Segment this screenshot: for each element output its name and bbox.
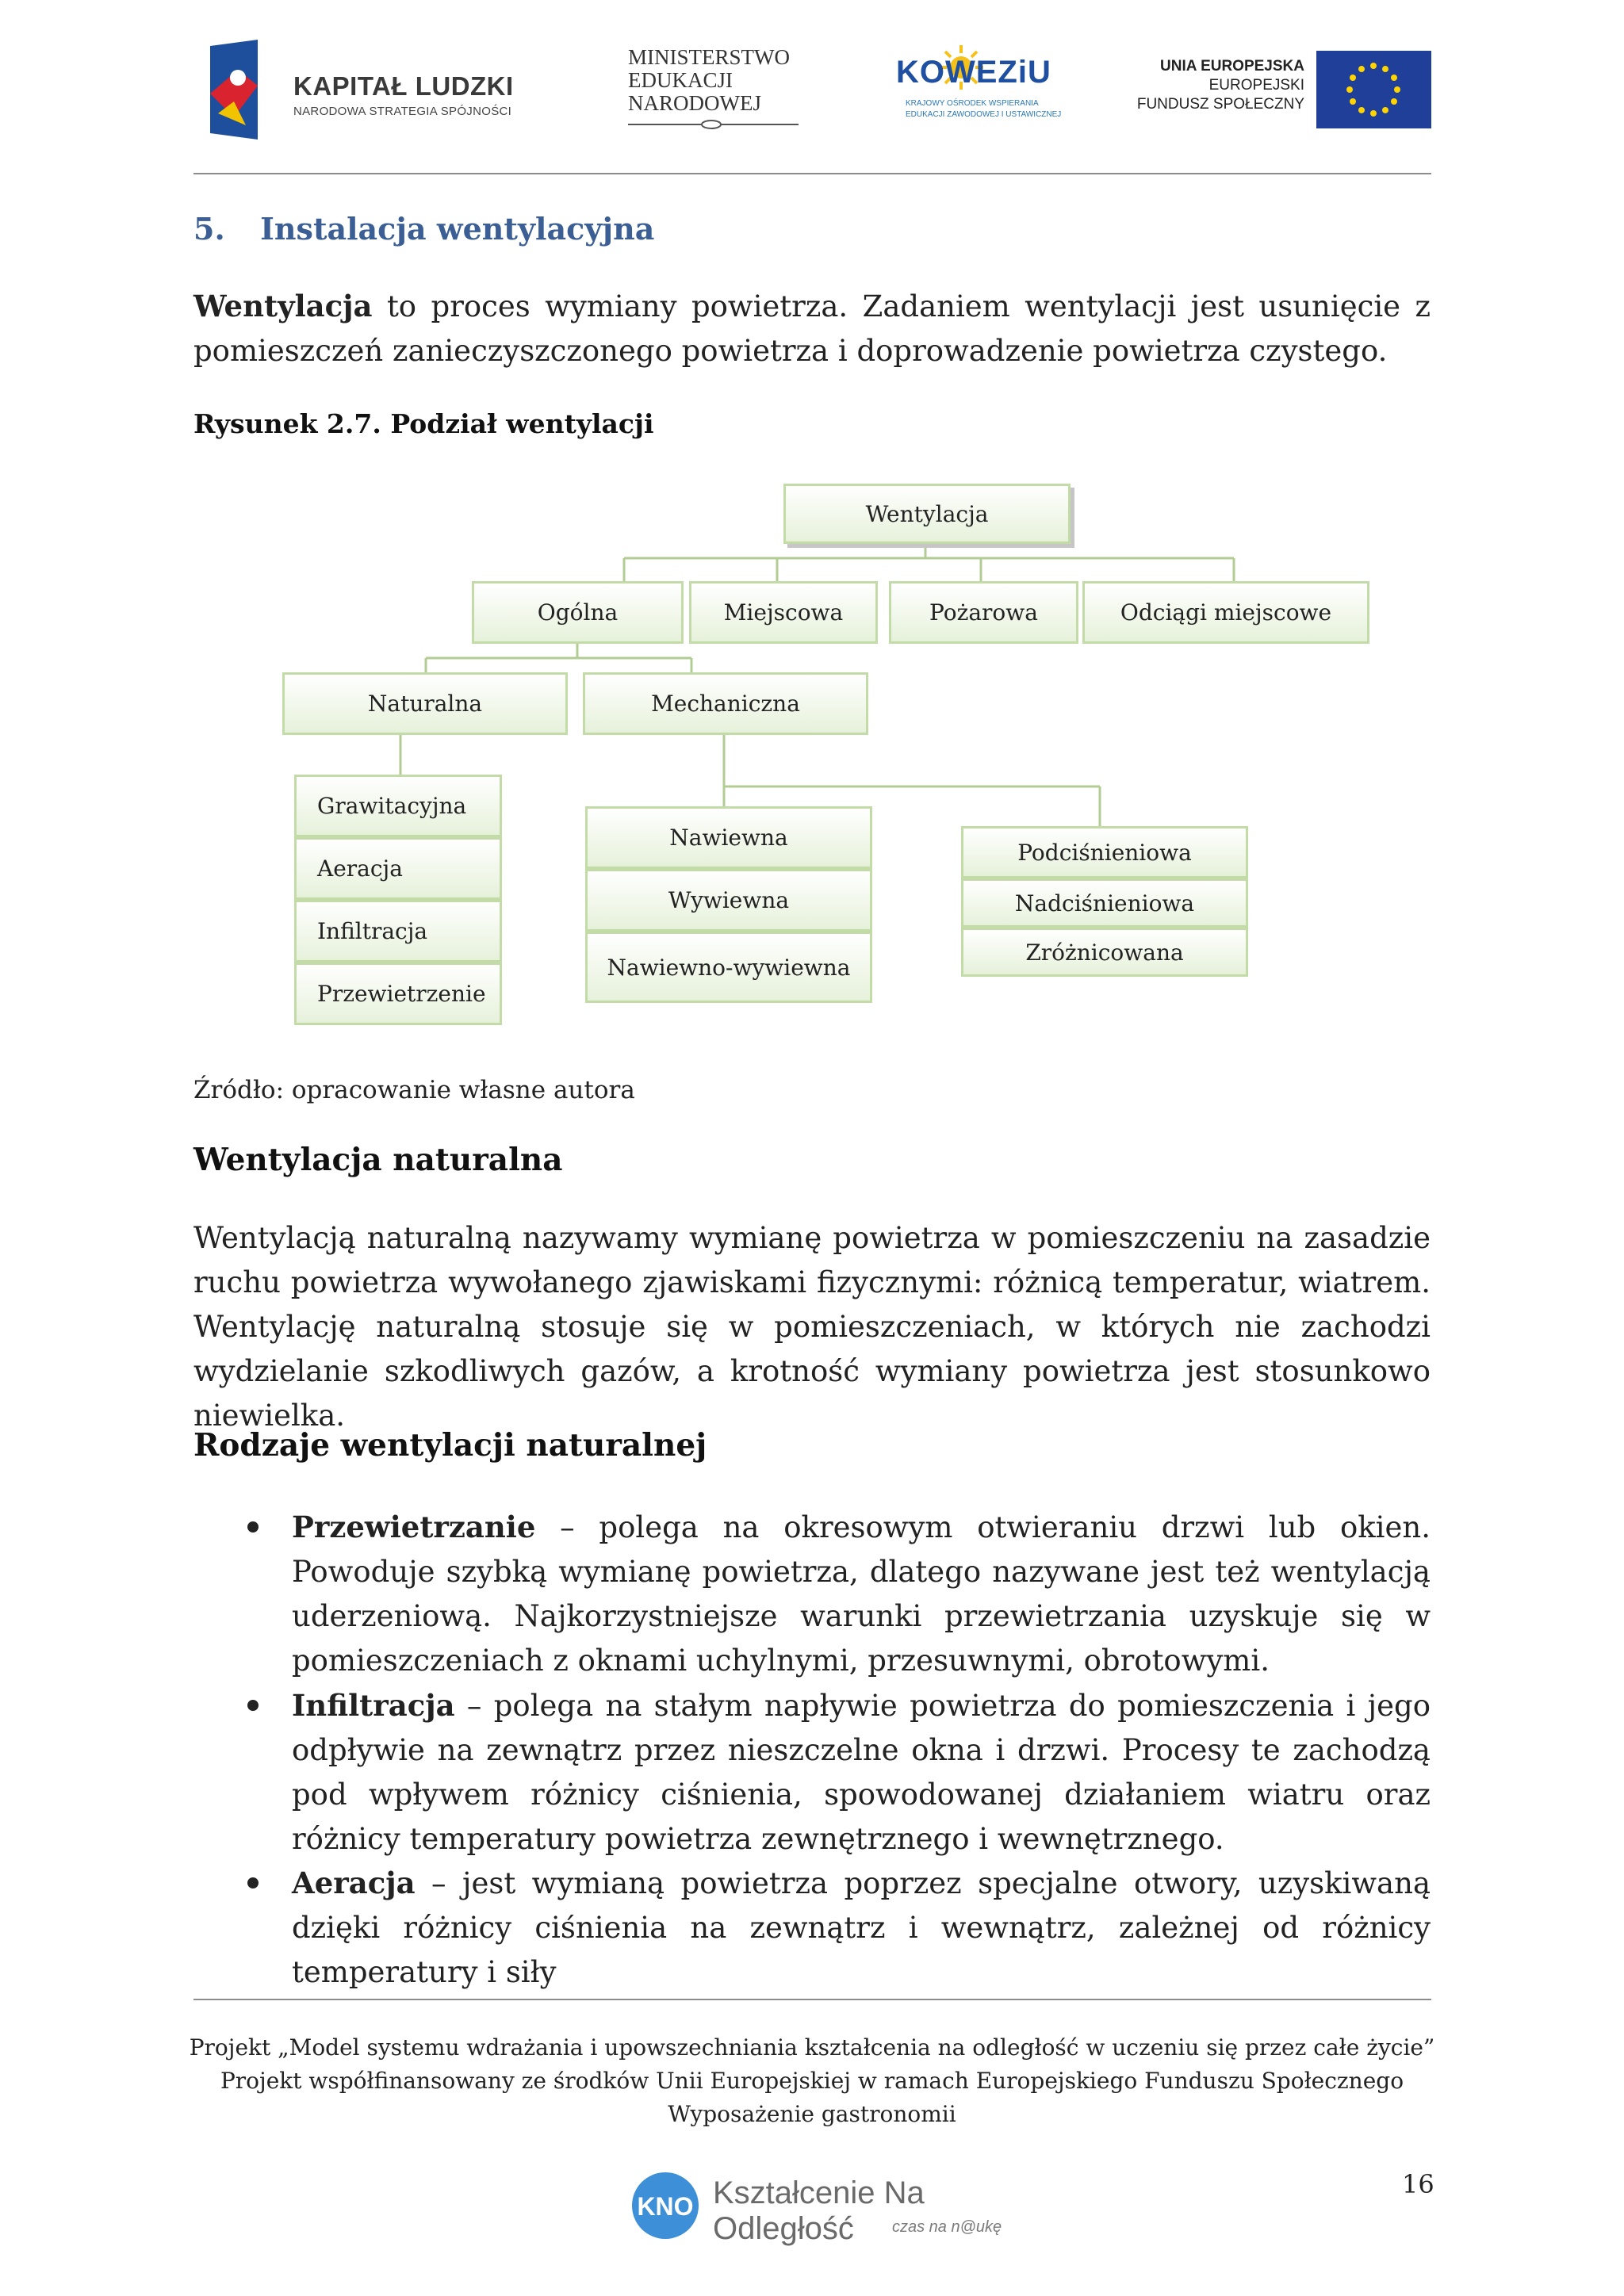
eu-star-icon (1350, 98, 1356, 105)
list-item-term: Przewietrzanie (292, 1510, 536, 1544)
diagram-box-odciagi: Odciągi miejscowe (1082, 581, 1369, 644)
diagram-box-aeracja: Aeracja (294, 837, 502, 900)
natural-paragraph: Wentylacją naturalną nazywamy wymianę powietrza w pomieszczeniu na zasadzie ruchu powietrza wywołanego zjawiskami fizycznymi: różnicą temperatur, wiatrem. Wentylację naturalną stosuje się w pomieszczeniach, w których nie zachodzi wydzielanie szkodliwych gazów, a krotność wymiany powietrza jest stosunkowo niewielka. (193, 1221, 1431, 1433)
eu-line-2: EUROPEJSKI (1208, 77, 1304, 94)
diagram-box-przewietrzenie: Przewietrzenie (294, 962, 502, 1025)
page-number: 16 (1402, 2169, 1434, 2199)
knc-tagline: czas na n@ukę (892, 2218, 1002, 2236)
eu-line-3: FUNDUSZ SPOŁECZNY (1136, 96, 1304, 113)
bullet-icon (247, 1521, 259, 1533)
eu-star-icon (1394, 86, 1400, 93)
list-item-text: – jest wymianą powietrza poprzez specjalne otwory, uzyskiwaną dzięki różnicy ciśnienia na zewnątrz i wewnątrz, zależnej od różnicy temperatury i siły (292, 1866, 1431, 1989)
figure-source: Źródło: opracowanie własne autora (193, 1076, 635, 1104)
intro-term: Wentylacja (193, 289, 373, 323)
intro-text: to proces wymiany powietrza. Zadaniem wentylacji jest usunięcie z pomieszczeń zanieczyszczonego powietrza i doprowadzenie powietrza czystego. (193, 289, 1431, 368)
diagram-box-grawitacyjna: Grawitacyjna (294, 775, 502, 837)
diagram-box-podcisnieniowa: Podciśnieniowa (961, 826, 1248, 878)
men-logo (628, 46, 802, 133)
diagram-box-naturalna: Naturalna (282, 672, 568, 735)
diagram-box-ogolna: Ogólna (472, 581, 684, 644)
koweziu-title: KOWEZiU (896, 55, 1051, 90)
koweziu-logo (896, 44, 1071, 139)
diagram-box-nadcisnieniowa: Nadciśnieniowa (961, 878, 1248, 928)
list-item (292, 1861, 1431, 1995)
kapital-ludzki-emblem-icon (202, 38, 266, 141)
koweziu-sub-1: KRAJOWY OŚRODEK WSPIERANIA (906, 99, 1039, 108)
eu-star-icon (1370, 110, 1377, 117)
footer-line-1: Projekt „Model systemu wdrażania i upowszechniania kształcenia na odległość w uczeniu się przez całe życie” (189, 2034, 1435, 2061)
men-line-2: EDUKACJI (628, 68, 733, 92)
eu-star-icon (1370, 63, 1377, 69)
eu-star-icon (1358, 66, 1365, 72)
diagram-box-nawiewno-wywiewna: Nawiewno-wywiewna (585, 932, 872, 1003)
eu-logo (1126, 51, 1431, 130)
section-title (193, 211, 654, 247)
men-line-1: MINISTERSTWO (628, 45, 790, 69)
eu-star-icon (1350, 75, 1356, 81)
header-divider (193, 173, 1431, 174)
knc-name: Kształcenie Na Odległość (713, 2175, 925, 2246)
men-ornament-icon (628, 119, 799, 130)
eu-star-icon (1382, 107, 1388, 113)
eu-star-icon (1391, 98, 1397, 105)
eu-star-icon (1346, 86, 1353, 93)
men-line-3: NARODOWEJ (628, 91, 761, 115)
diagram-box-miejscowa: Miejscowa (689, 581, 878, 644)
eu-flag-icon (1316, 51, 1431, 128)
bullet-icon (247, 1877, 259, 1888)
natural-heading: Wentylacja naturalna (193, 1142, 563, 1178)
diagram-box-mechaniczna: Mechaniczna (583, 672, 868, 735)
footer-line-3: Wyposażenie gastronomii (668, 2101, 956, 2127)
eu-star-icon (1358, 107, 1365, 113)
eu-line-1: UNIA EUROPEJSKA (1160, 58, 1304, 75)
list-item-text: – polega na okresowym otwieraniu drzwi lub okien. Powoduje szybką wymianę powietrza, dlatego nazywane jest też wentylacją uderzeniową. Najkorzystniejsze warunki przewietrzania uzyskuje się w pomieszczeniach z oknami uchylnymi, przesuwnymi, obrotowymi. (292, 1510, 1431, 1678)
kapital-ludzki-logo (202, 38, 535, 141)
section-number: 5. (193, 211, 225, 247)
footer-divider (193, 1999, 1431, 2000)
list-item-term: Infiltracja (292, 1688, 455, 1723)
diagram-box-zroznicowana: Zróżnicowana (961, 928, 1248, 977)
types-heading: Rodzaje wentylacji naturalnej (193, 1427, 707, 1464)
diagram-box-pozarowa: Pożarowa (889, 581, 1078, 644)
diagram-box-wywiewna: Wywiewna (585, 869, 872, 932)
eu-star-icon (1391, 75, 1397, 81)
list-item-text: – polega na stałym napływie powietrza do pomieszczenia i jego odpływie na zewnątrz przez nieszczelne okna i drzwi. Procesy te zachodzą pod wpływem różnicy ciśnienia, spowodowanej działaniem wiatru oraz różnicy temperatury powietrza zewnętrznego i wewnętrznego. (292, 1689, 1431, 1856)
list-item-term: Aeracja (292, 1866, 416, 1900)
intro-paragraph (193, 284, 1431, 373)
knc-logo (630, 2171, 1003, 2246)
section-title-text: Instalacja wentylacyjna (260, 211, 655, 247)
diagram-box-infiltracja: Infiltracja (294, 900, 502, 962)
koweziu-sub-2: EDUKACJI ZAWODOWEJ I USTAWICZNEJ (906, 110, 1062, 119)
diagram-box-nawiewna: Nawiewna (585, 806, 872, 869)
bullet-icon (247, 1700, 259, 1711)
knc-emblem-icon (630, 2171, 700, 2241)
kapital-ludzki-subtitle: NARODOWA STRATEGIA SPÓJNOŚCI (293, 105, 512, 118)
eu-star-icon (1382, 66, 1388, 72)
diagram-root-box: Wentylacja (783, 484, 1071, 544)
knc-monogram: KNO (637, 2192, 694, 2221)
list-item (292, 1505, 1431, 1683)
kapital-ludzki-title: KAPITAŁ LUDZKI (293, 71, 514, 101)
list-item (292, 1683, 1431, 1862)
figure-caption: Rysunek 2.7. Podział wentylacji (193, 408, 654, 439)
footer-line-2: Projekt współfinansowany ze środków Unii Europejskiej w ramach Europejskiego Funduszu Społecznego (220, 2068, 1404, 2094)
